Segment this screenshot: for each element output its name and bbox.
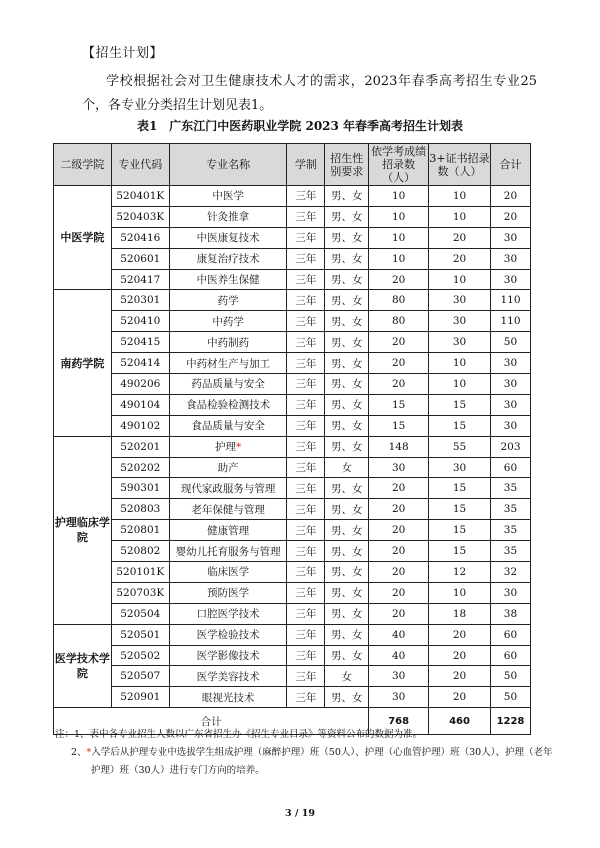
table-row — [54, 666, 531, 687]
cell-gender: 男、女 — [325, 269, 369, 290]
table-header-row — [54, 144, 531, 186]
cell-major: 医学美容技术 — [169, 666, 287, 687]
cell-code: 520415 — [111, 332, 169, 353]
cell-gender: 男、女 — [325, 332, 369, 353]
cell-major: 药学 — [169, 290, 287, 311]
cell-total: 30 — [490, 269, 530, 290]
table-row — [54, 269, 531, 290]
cell-code: 520502 — [111, 645, 169, 666]
cell-code: 520410 — [111, 311, 169, 332]
cell-total: 110 — [490, 311, 530, 332]
cell-code: 590301 — [111, 478, 169, 499]
cell-exam: 30 — [369, 666, 429, 687]
note-2-continuation: 护理）班（30人）进行专门方向的培养。 — [91, 765, 265, 776]
college-name: 中医学院 — [54, 186, 112, 290]
cell-major: 中药材生产与加工 — [169, 353, 287, 374]
cell-cert: 10 — [429, 206, 491, 227]
cell-major: 针灸推拿 — [169, 206, 287, 227]
cell-exam: 30 — [369, 457, 429, 478]
header-total: 合计 — [490, 144, 530, 186]
cell-exam: 148 — [369, 436, 429, 457]
cell-gender: 男、女 — [325, 520, 369, 541]
cell-code: 520403K — [111, 206, 169, 227]
cell-code: 520801 — [111, 520, 169, 541]
cell-exam: 20 — [369, 478, 429, 499]
cell-code: 520417 — [111, 269, 169, 290]
cell-exam: 20 — [369, 562, 429, 583]
cell-term: 三年 — [287, 624, 325, 645]
cell-exam: 15 — [369, 394, 429, 415]
cell-gender: 男、女 — [325, 394, 369, 415]
table-row — [54, 206, 531, 227]
cell-cert: 15 — [429, 394, 491, 415]
cell-total: 38 — [490, 603, 530, 624]
cell-major: 口腔医学技术 — [169, 603, 287, 624]
cell-exam: 20 — [369, 520, 429, 541]
note-1: 注：1、表中各专业招生人数以广东省招生办《招生专业目录》等资料公布的数据为准。 — [55, 729, 423, 740]
intro-paragraph: 学校根据社会对卫生健康技术人才的需求，2023年春季高考招生专业25个，各专业分类招生计划见表1。 — [82, 74, 537, 113]
note-2-text: 入学后从护理专业中选拔学生组成护理（麻醉护理）班（50人）、护理（心血管护理）班（30人）、护理（老年 — [91, 747, 553, 758]
cell-term: 三年 — [287, 269, 325, 290]
cell-term: 三年 — [287, 248, 325, 269]
cell-code: 520601 — [111, 248, 169, 269]
note-2 — [55, 744, 555, 780]
cell-term: 三年 — [287, 687, 325, 708]
section-title: 【招生计划】 — [82, 46, 164, 61]
cell-code: 520202 — [111, 457, 169, 478]
cell-term: 三年 — [287, 499, 325, 520]
cell-term: 三年 — [287, 520, 325, 541]
cell-major: 健康管理 — [169, 520, 287, 541]
table-row — [54, 394, 531, 415]
cell-total: 60 — [490, 457, 530, 478]
cell-exam: 20 — [369, 541, 429, 562]
table-row — [54, 520, 531, 541]
cell-total: 35 — [490, 499, 530, 520]
table-row — [54, 582, 531, 603]
note-2-asterisk: * — [86, 747, 92, 758]
header-major: 专业名称 — [169, 144, 287, 186]
cell-exam: 20 — [369, 582, 429, 603]
cell-total: 32 — [490, 562, 530, 583]
cell-term: 三年 — [287, 206, 325, 227]
cell-major: 中医康复技术 — [169, 227, 287, 248]
cell-total: 110 — [490, 290, 530, 311]
cell-code: 520101K — [111, 562, 169, 583]
table-row — [54, 186, 531, 207]
cell-major-text: 护理 — [214, 441, 236, 454]
cell-term: 三年 — [287, 603, 325, 624]
cell-cert: 20 — [429, 645, 491, 666]
table-row — [54, 436, 531, 457]
cell-total: 60 — [490, 624, 530, 645]
cell-term: 三年 — [287, 582, 325, 603]
cell-exam: 10 — [369, 227, 429, 248]
cell-cert: 10 — [429, 186, 491, 207]
cell-major: 中药制药 — [169, 332, 287, 353]
cell-cert: 10 — [429, 374, 491, 395]
cell-code: 520803 — [111, 499, 169, 520]
header-code: 专业代码 — [111, 144, 169, 186]
cell-cert: 10 — [429, 582, 491, 603]
header-college: 二级学院 — [54, 144, 112, 186]
cell-term: 三年 — [287, 332, 325, 353]
cell-total: 30 — [490, 353, 530, 374]
table-caption: 表1 广东江门中医药职业学院 2023 年春季高考招生计划表 — [136, 119, 464, 133]
cell-exam: 15 — [369, 415, 429, 436]
cell-cert: 30 — [429, 332, 491, 353]
cell-cert: 30 — [429, 457, 491, 478]
cell-major: 预防医学 — [169, 582, 287, 603]
cell-major: 中药学 — [169, 311, 287, 332]
cell-total: 20 — [490, 206, 530, 227]
cell-gender: 男、女 — [325, 227, 369, 248]
cell-exam: 20 — [369, 499, 429, 520]
cell-cert: 55 — [429, 436, 491, 457]
table-row — [54, 332, 531, 353]
cell-term: 三年 — [287, 478, 325, 499]
cell-term: 三年 — [287, 436, 325, 457]
cell-code: 520401K — [111, 186, 169, 207]
cell-total: 30 — [490, 227, 530, 248]
table-row — [54, 248, 531, 269]
cell-major: 康复治疗技术 — [169, 248, 287, 269]
cell-major: 助产 — [169, 457, 287, 478]
cell-gender: 女 — [325, 457, 369, 478]
cell-cert: 15 — [429, 478, 491, 499]
cell-term: 三年 — [287, 290, 325, 311]
cell-code: 520201 — [111, 436, 169, 457]
table-row — [54, 541, 531, 562]
cell-exam: 40 — [369, 624, 429, 645]
table-row — [54, 227, 531, 248]
asterisk-marker: * — [235, 441, 242, 454]
header-gender: 招生性别要求 — [325, 144, 369, 186]
cell-total: 30 — [490, 248, 530, 269]
college-name: 医学技术学院 — [54, 624, 112, 708]
cell-major: 眼视光技术 — [169, 687, 287, 708]
cell-gender: 男、女 — [325, 603, 369, 624]
cell-code: 490102 — [111, 415, 169, 436]
cell-term: 三年 — [287, 415, 325, 436]
cell-total: 35 — [490, 541, 530, 562]
cell-gender: 男、女 — [325, 415, 369, 436]
cell-gender: 男、女 — [325, 186, 369, 207]
cell-gender: 男、女 — [325, 374, 369, 395]
cell-cert: 10 — [429, 269, 491, 290]
cell-cert: 15 — [429, 541, 491, 562]
total-cert: 460 — [429, 708, 491, 735]
cell-gender: 男、女 — [325, 353, 369, 374]
cell-total: 30 — [490, 374, 530, 395]
cell-code: 520901 — [111, 687, 169, 708]
cell-total: 30 — [490, 582, 530, 603]
cell-code: 520507 — [111, 666, 169, 687]
cell-cert: 12 — [429, 562, 491, 583]
cell-cert: 20 — [429, 624, 491, 645]
table-row — [54, 687, 531, 708]
cell-code: 520802 — [111, 541, 169, 562]
cell-gender: 男、女 — [325, 624, 369, 645]
cell-major — [169, 436, 287, 457]
cell-exam: 10 — [369, 248, 429, 269]
cell-cert: 30 — [429, 290, 491, 311]
cell-code: 520301 — [111, 290, 169, 311]
cell-exam: 80 — [369, 311, 429, 332]
cell-gender: 男、女 — [325, 290, 369, 311]
table-row — [54, 415, 531, 436]
table-row — [54, 290, 531, 311]
cell-gender: 男、女 — [325, 436, 369, 457]
cell-cert: 18 — [429, 603, 491, 624]
table-row — [54, 374, 531, 395]
cell-major: 药品质量与安全 — [169, 374, 287, 395]
cell-exam: 20 — [369, 269, 429, 290]
cell-term: 三年 — [287, 645, 325, 666]
cell-total: 30 — [490, 415, 530, 436]
cell-cert: 15 — [429, 520, 491, 541]
cell-code: 520703K — [111, 582, 169, 603]
cell-major: 老年保健与管理 — [169, 499, 287, 520]
cell-code: 520501 — [111, 624, 169, 645]
cell-term: 三年 — [287, 353, 325, 374]
cell-code: 520504 — [111, 603, 169, 624]
total-sum: 1228 — [490, 708, 530, 735]
cell-gender: 男、女 — [325, 541, 369, 562]
cell-exam: 10 — [369, 186, 429, 207]
cell-exam: 20 — [369, 353, 429, 374]
cell-exam: 20 — [369, 374, 429, 395]
cell-total: 60 — [490, 645, 530, 666]
cell-gender: 男、女 — [325, 248, 369, 269]
cell-cert: 20 — [429, 687, 491, 708]
page-number: 3 / 19 — [285, 808, 315, 819]
cell-exam: 40 — [369, 645, 429, 666]
cell-term: 三年 — [287, 562, 325, 583]
table-row — [54, 311, 531, 332]
cell-total: 50 — [490, 332, 530, 353]
cell-major: 现代家政服务与管理 — [169, 478, 287, 499]
table-row — [54, 478, 531, 499]
cell-gender: 男、女 — [325, 206, 369, 227]
table-row — [54, 353, 531, 374]
cell-cert: 20 — [429, 666, 491, 687]
cell-cert: 30 — [429, 311, 491, 332]
cell-cert: 20 — [429, 227, 491, 248]
cell-term: 三年 — [287, 541, 325, 562]
cell-gender: 女 — [325, 666, 369, 687]
cell-gender: 男、女 — [325, 478, 369, 499]
cell-major: 临床医学 — [169, 562, 287, 583]
cell-exam: 20 — [369, 603, 429, 624]
cell-major: 食品质量与安全 — [169, 415, 287, 436]
cell-exam: 20 — [369, 332, 429, 353]
cell-total: 50 — [490, 666, 530, 687]
cell-cert: 15 — [429, 415, 491, 436]
cell-term: 三年 — [287, 311, 325, 332]
cell-major: 婴幼儿托育服务与管理 — [169, 541, 287, 562]
table-row — [54, 624, 531, 645]
cell-exam: 10 — [369, 206, 429, 227]
cell-major: 医学影像技术 — [169, 645, 287, 666]
cell-total: 35 — [490, 478, 530, 499]
cell-exam: 80 — [369, 290, 429, 311]
cell-cert: 10 — [429, 353, 491, 374]
cell-term: 三年 — [287, 374, 325, 395]
note-2-number: 2、 — [71, 747, 87, 758]
table-row — [54, 645, 531, 666]
cell-code: 520416 — [111, 227, 169, 248]
cell-total: 30 — [490, 394, 530, 415]
cell-major: 中医养生保健 — [169, 269, 287, 290]
cell-gender: 男、女 — [325, 687, 369, 708]
cell-total: 35 — [490, 520, 530, 541]
table-row — [54, 499, 531, 520]
header-cert-count: 3+证书招录数（人） — [429, 144, 491, 186]
cell-cert: 15 — [429, 499, 491, 520]
cell-gender: 男、女 — [325, 562, 369, 583]
cell-total: 20 — [490, 186, 530, 207]
table-row — [54, 562, 531, 583]
table-row — [54, 457, 531, 478]
cell-term: 三年 — [287, 186, 325, 207]
cell-gender: 男、女 — [325, 645, 369, 666]
total-exam: 768 — [369, 708, 429, 735]
cell-major: 医学检验技术 — [169, 624, 287, 645]
college-name: 南药学院 — [54, 290, 112, 436]
cell-gender: 男、女 — [325, 499, 369, 520]
cell-total: 50 — [490, 687, 530, 708]
header-exam-count: 依学考成绩招录数（人） — [369, 144, 429, 186]
total-label: 合计 — [54, 708, 369, 735]
table-row — [54, 603, 531, 624]
cell-term: 三年 — [287, 666, 325, 687]
cell-term: 三年 — [287, 457, 325, 478]
cell-cert: 20 — [429, 248, 491, 269]
cell-code: 490206 — [111, 374, 169, 395]
cell-gender: 男、女 — [325, 582, 369, 603]
cell-total: 203 — [490, 436, 530, 457]
cell-gender: 男、女 — [325, 311, 369, 332]
enrollment-plan-table — [53, 143, 531, 735]
college-name: 护理临床学院 — [54, 436, 112, 624]
cell-term: 三年 — [287, 227, 325, 248]
header-term: 学制 — [287, 144, 325, 186]
cell-term: 三年 — [287, 394, 325, 415]
cell-major: 食品检验检测技术 — [169, 394, 287, 415]
cell-exam: 30 — [369, 687, 429, 708]
cell-code: 520414 — [111, 353, 169, 374]
cell-code: 490104 — [111, 394, 169, 415]
cell-major: 中医学 — [169, 186, 287, 207]
